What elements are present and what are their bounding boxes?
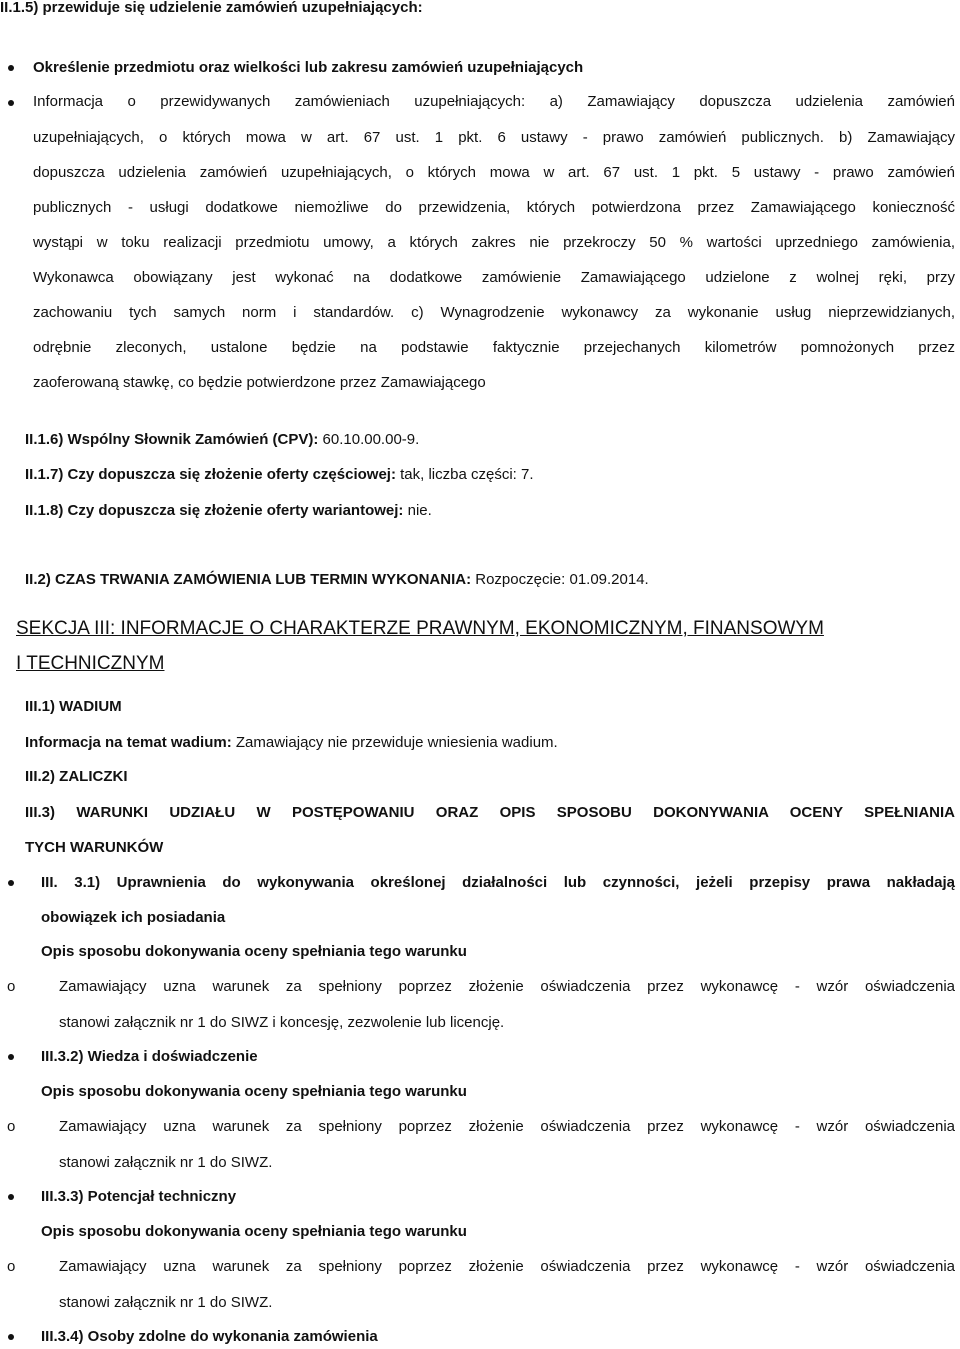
bullet-dot: [8, 1054, 14, 1060]
conditions-heading-line2: TYCH WARUNKÓW: [25, 839, 164, 856]
iii-3-3-title: III.3.3) Potencjał techniczny: [41, 1188, 237, 1205]
bullet-dot: [8, 100, 14, 106]
iii-3-1-title-line1: III. 3.1) Uprawnienia do wykonywania określonej działalności lub czynności, jeżeli przepisy prawa nakładają: [41, 874, 955, 891]
paragraph-line: zachowaniu tych samych norm i standardów. c) Wynagrodzenie wykonawcy za wykonanie usług nieprzewidzianych,: [33, 304, 955, 321]
iii-3-1-title-line2: obowiązek ich posiadania: [41, 909, 226, 926]
variant-offer: II.1.8) Czy dopuszcza się złożenie oferty wariantowej: nie.: [25, 502, 432, 519]
iii-3-1-item-line2: stanowi załącznik nr 1 do SIWZ i koncesję, zezwolenie lub licencję.: [59, 1014, 505, 1031]
wadium-heading: III.1) WADIUM: [25, 698, 122, 715]
iii-3-2-assessment-label: Opis sposobu dokonywania oceny spełniania tego warunku: [41, 1083, 467, 1100]
iii-3-3-assessment-label: Opis sposobu dokonywania oceny spełniania tego warunku: [41, 1223, 467, 1240]
section-iii-title-line2: I TECHNICZNYM: [16, 653, 165, 674]
bullet-dot: [8, 65, 14, 71]
paragraph-line: publicznych - usługi dodatkowe niemożliwe do przewidzenia, których potwierdzona przez Zamawiającego konieczność: [33, 199, 955, 216]
advances-heading: III.2) ZALICZKI: [25, 768, 128, 785]
iii-3-1-item-line1: Zamawiający uzna warunek za spełniony poprzez złożenie oświadczenia przez wykonawcę - wzór oświadczenia: [59, 978, 955, 995]
bullet-dot: [8, 1334, 14, 1340]
paragraph-line: Informacja o przewidywanych zamówieniach uzupełniających: a) Zamawiający dopuszcza udzielenia zamówień: [33, 93, 955, 110]
circle-bullet-icon: o: [7, 978, 16, 995]
partial-offer: II.1.7) Czy dopuszcza się złożenie oferty częściowej: tak, liczba części: 7.: [25, 466, 534, 483]
paragraph-line: uzupełniających, o których mowa w art. 67 ust. 1 pkt. 6 ustawy - prawo zamówień publicznych. b) Zamawiający: [33, 129, 955, 146]
paragraph-line: Wykonawca obowiązany jest wykonać na dodatkowe zamówienie Zamawiającego udzielone z wolnej ręki, przy: [33, 269, 955, 286]
iii-3-2-item-line2: stanowi załącznik nr 1 do SIWZ.: [59, 1154, 273, 1171]
paragraph-line: zaoferowaną stawkę, co będzie potwierdzone przez Zamawiającego: [33, 374, 486, 391]
conditions-heading-line1: III.3) WARUNKI UDZIAŁU W POSTĘPOWANIU ORAZ OPIS SPOSOBU DOKONYWANIA OCENY SPEŁNIANIA: [25, 804, 955, 821]
bullet-dot: [8, 880, 14, 886]
paragraph-line: wystąpi w toku realizacji przedmiotu umowy, a których zakres nie przekroczy 50 % wartości uprzedniego zamówienia,: [33, 234, 955, 251]
paragraph-line: odrębnie zleconych, ustalone będzie na podstawie faktycznie przejechanych kilometrów pomnożonych przez: [33, 339, 955, 356]
heading-ii-1-5: II.1.5) przewiduje się udzielenie zamówień uzupełniających:: [0, 0, 423, 16]
section-iii-title-line1: SEKCJA III: INFORMACJE O CHARAKTERZE PRAWNYM, EKONOMICZNYM, FINANSOWYM: [16, 618, 824, 639]
supplementary-orders-scope: Określenie przedmiotu oraz wielkości lub zakresu zamówień uzupełniających: [33, 59, 584, 76]
iii-3-1-assessment-label: Opis sposobu dokonywania oceny spełniania tego warunku: [41, 943, 467, 960]
cpv-code: II.1.6) Wspólny Słownik Zamówień (CPV): 60.10.00.00-9.: [25, 431, 420, 448]
iii-3-2-item-line1: Zamawiający uzna warunek za spełniony poprzez złożenie oświadczenia przez wykonawcę - wzór oświadczenia: [59, 1118, 955, 1135]
circle-bullet-icon: o: [7, 1118, 16, 1135]
bullet-dot: [8, 1194, 14, 1200]
iii-3-2-title: III.3.2) Wiedza i doświadczenie: [41, 1048, 258, 1065]
iii-3-3-item-line1: Zamawiający uzna warunek za spełniony poprzez złożenie oświadczenia przez wykonawcę - wzór oświadczenia: [59, 1258, 955, 1275]
wadium-info: Informacja na temat wadium: Zamawiający nie przewiduje wniesienia wadium.: [25, 734, 558, 751]
duration: II.2) CZAS TRWANIA ZAMÓWIENIA LUB TERMIN WYKONANIA: Rozpoczęcie: 01.09.2014.: [25, 571, 649, 588]
paragraph-line: dopuszcza udzielenia zamówień uzupełniających, o których mowa w art. 67 ust. 1 pkt. 5 ustawy - prawo zamówień: [33, 164, 955, 181]
circle-bullet-icon: o: [7, 1258, 16, 1275]
iii-3-4-title: III.3.4) Osoby zdolne do wykonania zamówienia: [41, 1328, 378, 1345]
iii-3-3-item-line2: stanowi załącznik nr 1 do SIWZ.: [59, 1294, 273, 1311]
